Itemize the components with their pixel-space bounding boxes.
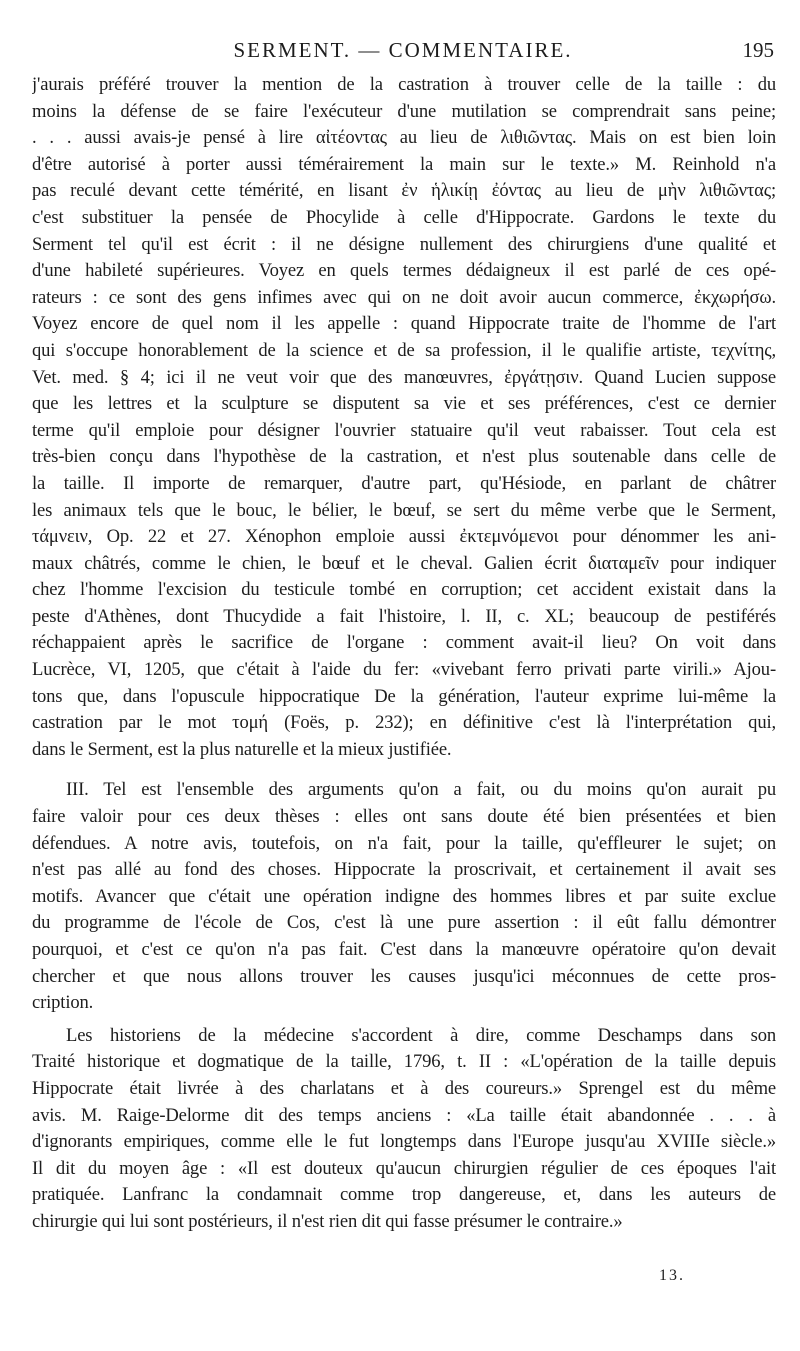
- text-line: pratiquée. Lanfranc la condamnait comme trop dangereuse, et, dans les auteurs de: [32, 1184, 776, 1206]
- text-line: castration par le mot τομή (Foës, p. 232); en définitive c'est là l'interprétation qui,: [32, 712, 776, 734]
- text-line: d'ignorants empiriques, comme elle le fut longtemps dans l'Europe jusqu'au XVIIIe siècle.»: [32, 1131, 776, 1153]
- text-line: réchappaient après le sacrifice de l'organe : comment avait-il lieu? On voit dans: [32, 632, 776, 654]
- text-line: Serment tel qu'il est écrit : il ne désigne nullement des chirurgiens d'une qualité et: [32, 233, 776, 255]
- text-line: c'est substituer la pensée de Phocylide à celle d'Hippocrate. Gardons le texte du: [32, 206, 776, 228]
- paragraph-historiens: [32, 1023, 776, 1236]
- text-line: pas reculé devant cette témérité, en lisant ἐν ἡλικίῃ ἐόντας au lieu de μὴν λιθιῶντας;: [32, 180, 776, 202]
- text-line: d'une habileté supérieures. Voyez en quels termes dédaigneux il est parlé de ces opé-: [32, 260, 776, 282]
- page-header: [32, 36, 774, 70]
- text-line: maux châtrés, comme le chien, le bœuf et le cheval. Galien écrit διαταμεῖν pour indiquer: [32, 552, 776, 574]
- text-line: Lucrèce, VI, 1205, que c'était à l'aide du fer: «vivebant ferro privati parte virili.» Ajou-: [32, 659, 776, 681]
- text-line: Il dit du moyen âge : «Il est douteux qu'aucun chirurgien régulier de ces époques l'ait: [32, 1157, 776, 1179]
- text-line: moins la défense de se faire l'exécuteur d'une mutilation se comprendrait sans peine;: [32, 100, 776, 122]
- paragraph-gap: [32, 763, 776, 777]
- page-body: [32, 72, 776, 1236]
- text-line: dans le Serment, est la plus naturelle et la mieux justifiée.: [32, 738, 452, 760]
- text-line: que les lettres et la sculpture se disputent sa vie et ses préférences, c'est ce dernier: [32, 393, 776, 415]
- text-line: la taille. Il importe de remarquer, d'autre part, qu'Hésiode, en parlant de châtrer: [32, 472, 776, 494]
- text-line: j'aurais préféré trouver la mention de la castration à trouver celle de la taille : du: [32, 74, 776, 95]
- text-line: qui s'occupe honorablement de la science et de sa profession, il le qualifie artiste, τεχνίτης,: [32, 339, 776, 361]
- signature-mark: 13.: [659, 1267, 685, 1284]
- text-line: terme qu'il emploie pour désigner l'ouvrier statuaire qu'il veut rabaisser. Tout cela est: [32, 419, 776, 441]
- running-title: SERMENT. — COMMENTAIRE.: [233, 38, 573, 62]
- text-line: n'est pas allé au fond des choses. Hippocrate la proscrivait, et certainement il avait ses: [32, 859, 776, 881]
- paragraph-castration: [32, 72, 776, 763]
- text-line: très-bien conçu dans l'hypothèse de la castration, et n'est plus soutenable dans celle de: [32, 446, 776, 468]
- text-line: Voyez encore de quel nom il les appelle : quand Hippocrate traite de l'homme de l'art: [32, 313, 776, 335]
- text-line: chercher et que nous allons trouver les causes jusqu'ici méconnues de cette pros-: [32, 965, 776, 987]
- text-line: peste d'Athènes, dont Thucydide a fait l'histoire, l. II, c. XL; beaucoup de pestiférés: [32, 605, 776, 627]
- text-line: tons que, dans l'opuscule hippocratique De la génération, l'auteur exprime lui-même la: [32, 685, 776, 707]
- text-line: les animaux tels que le bouc, le bélier, le bœuf, se sert du même verbe que le Serment,: [32, 499, 776, 521]
- text-line: Traité historique et dogmatique de la taille, 1796, t. II : «L'opération de la taille depuis: [32, 1051, 776, 1073]
- text-line: du programme de l'école de Cos, c'est là une pure assertion : il eût fallu démontrer: [32, 912, 776, 934]
- page-number: 195: [742, 38, 774, 62]
- text-line: τάμνειν, Op. 22 et 27. Xénophon emploie aussi ἐκτεμνόμενοι pour dénommer les ani-: [32, 526, 776, 548]
- text-line: . . . aussi avais-je pensé à lire αἰτέοντας au lieu de λιθιῶντας. Mais on est bien loin: [32, 127, 776, 149]
- paragraph-section-iii: [32, 777, 776, 1016]
- text-line: d'être autorisé à porter aussi témérairement la main sur le texte.» M. Reinhold n'a: [32, 153, 776, 175]
- text-line: chez l'homme l'excision du testicule tombé en corruption; cet accident existait dans la: [32, 579, 776, 601]
- text-line: défendues. A notre avis, toutefois, on n'a fait, pour la taille, qu'effleurer le sujet; on: [32, 832, 776, 854]
- text-line: III. Tel est l'ensemble des arguments qu'on a fait, ou du moins qu'on aurait pu: [66, 779, 776, 801]
- text-line: avis. M. Raige-Delorme dit des temps anciens : «La taille était abandonnée . . . à: [32, 1104, 776, 1126]
- text-line: Les historiens de la médecine s'accordent à dire, comme Deschamps dans son: [66, 1024, 776, 1046]
- text-line: Vet. med. § 4; ici il ne veut voir que des manœuvres, ἐργάτῃσιν. Quand Lucien suppose: [32, 366, 776, 388]
- text-line: cription.: [32, 992, 94, 1014]
- text-line: Hippocrate était livrée à des charlatans et à des coureurs.» Sprengel est du même: [32, 1077, 776, 1099]
- text-line: pourquoi, et c'est ce qu'on n'a pas fait. C'est dans la manœuvre opératoire qu'on devait: [32, 939, 776, 960]
- text-line: rateurs : ce sont des gens infimes avec qui on ne doit avoir aucun commerce, ἐκχωρήσω.: [32, 286, 776, 308]
- text-line: motifs. Avancer que c'était une opération indigne des hommes libres et par suite exclue: [32, 885, 776, 907]
- text-line: faire valoir pour ces deux thèses : elles ont sans doute été bien présentées et bien: [32, 806, 776, 828]
- text-line: chirurgie qui lui sont postérieurs, il n'est rien dit qui fasse présumer le contraire.»: [32, 1210, 623, 1232]
